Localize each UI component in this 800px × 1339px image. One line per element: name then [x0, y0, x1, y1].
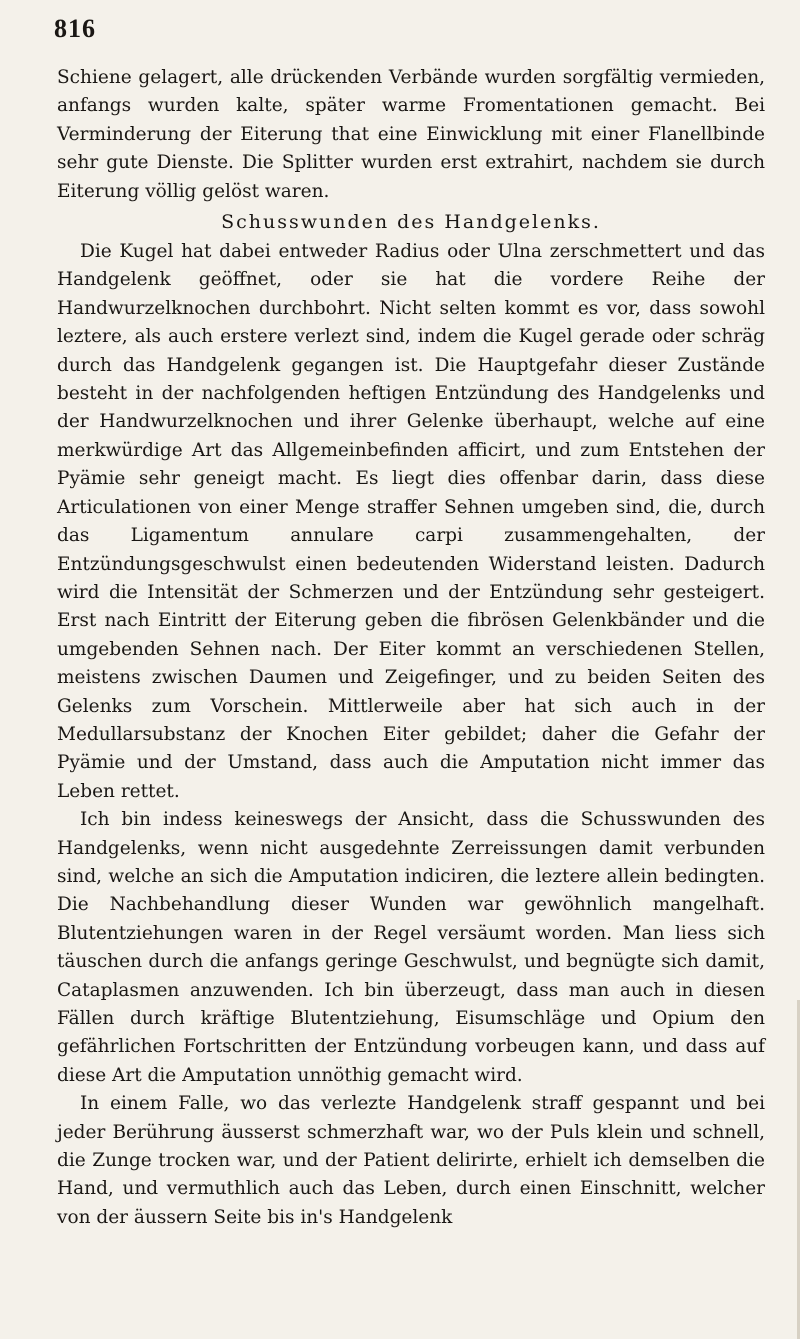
section-heading: Schusswunden des Handgelenks.	[221, 211, 601, 234]
paragraph-case: In einem Falle, wo das verlezte Handgelenk straff gespannt und bei jeder Berührung äusserst schmerzhaft war, wo der Puls klein und schnell, die Zunge trocken war, und der Patient delirirte, erhielt ich demselben die Hand, und vermuthlich auch das Leben, durch einen Einschnitt, welcher von der äussern Seite bis in's Handgelenk	[57, 1093, 765, 1228]
page-number: 816	[54, 14, 96, 43]
paragraph-continuation: Schiene gelagert, alle drückenden Verbände wurden sorgfältig vermieden, anfangs wurden kalte, später warme Fromentationen gemacht. Bei Verminderung der Eiterung that eine Einwicklung mit einer Flanellbinde sehr gute Dienste. Die Splitter wurden erst extrahirt, nachdem sie durch Eiterung völlig gelöst waren.	[57, 67, 765, 202]
body-text	[57, 64, 765, 1232]
paragraph-opinion: Ich bin indess keineswegs der Ansicht, dass die Schusswunden des Handgelenks, wenn nicht ausgedehnte Zerreissungen damit verbunden sind, welche an sich die Amputation indiciren, die leztere allein bedingten. Die Nachbehandlung dieser Wunden war gewöhnlich mangelhaft. Blutentziehungen waren in der Regel versäumt worden. Man liess sich täuschen durch die anfangs geringe Geschwulst, und begnügte sich damit, Cataplasmen anzuwenden. Ich bin überzeugt, dass man auch in diesen Fällen durch kräftige Blutentziehung, Eisumschläge und Opium den gefährlichen Fortschritten der Entzündung vorbeugen kann, und dass auf diese Art die Amputation unnöthig gemacht wird.	[57, 809, 765, 1086]
paragraph-wound-description: Die Kugel hat dabei entweder Radius oder Ulna zerschmettert und das Handgelenk geöffnet, oder sie hat die vordere Reihe der Handwurzelknochen durchbohrt. Nicht selten kommt es vor, dass sowohl leztere, als auch erstere verlezt sind, indem die Kugel gerade oder schräg durch das Handgelenk gegangen ist. Die Hauptgefahr dieser Zustände besteht in der nachfolgenden heftigen Entzündung des Handgelenks und der Handwurzelknochen und ihrer Gelenke überhaupt, welche auf eine merkwürdige Art das Allgemeinbefinden afficirt, und zum Entstehen der Pyämie sehr geneigt macht. Es liegt dies offenbar darin, dass diese Articulationen von einer Menge straffer Sehnen umgeben sind, die, durch das Ligamentum annulare carpi zusammengehalten, der Entzündungsgeschwulst einen bedeutenden Widerstand leisten. Dadurch wird die Intensität der Schmerzen und der Entzündung sehr gesteigert. Erst nach Eintritt der Eiterung geben die fibrösen Gelenkbänder und die umgebenden Sehnen nach. Der Eiter kommt an verschiedenen Stellen, meistens zwischen Daumen und Zeigefinger, und zu beiden Seiten des Gelenks zum Vorschein. Mittlerweile aber hat sich auch in der Medullarsubstanz der Knochen Eiter gebildet; daher die Gefahr der Pyämie und der Umstand, dass auch die Amputation nicht immer das Leben rettet.	[57, 241, 765, 802]
